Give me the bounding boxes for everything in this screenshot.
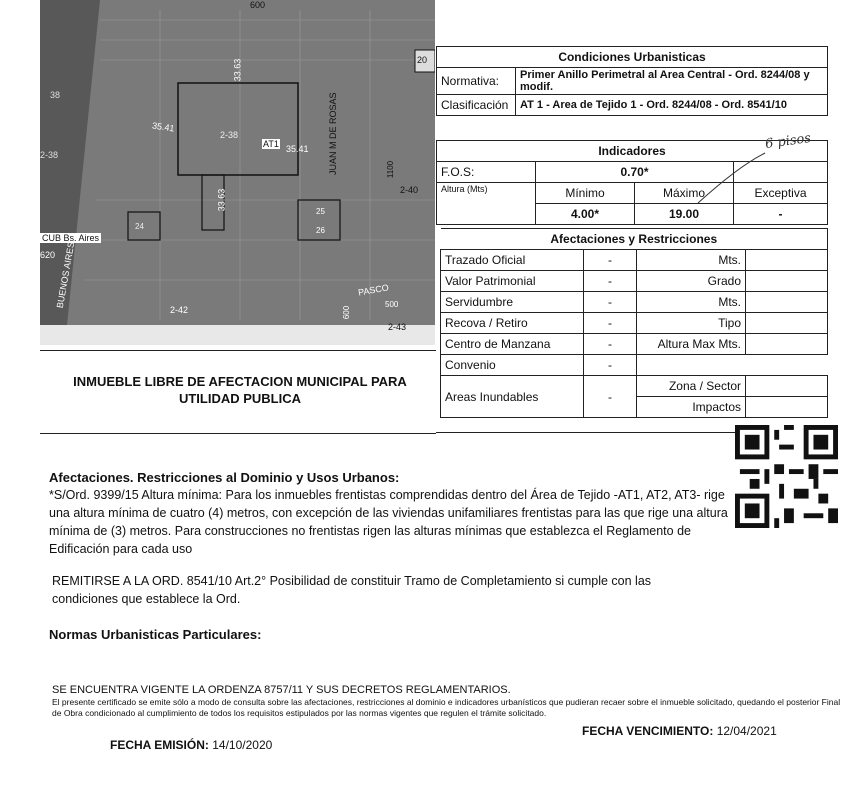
fecha-vencimiento: [582, 724, 777, 738]
table-row: Recova / Retiro - Tipo: [441, 313, 828, 334]
table-row: Areas Inundables - Zona / Sector: [441, 376, 828, 397]
condiciones-table: [436, 46, 828, 116]
map-label: 25: [316, 207, 325, 216]
vencimiento-label: FECHA VENCIMIENTO:: [582, 724, 714, 738]
map-label: 26: [316, 226, 325, 235]
handwritten-arrow: [690, 148, 770, 208]
table-row: Trazado Oficial - Mts.: [441, 250, 828, 271]
map-label: 2-43: [388, 322, 407, 332]
emision-label: FECHA EMISIÓN:: [110, 738, 209, 752]
map-label: 38: [50, 90, 61, 100]
impactos: Impactos: [637, 397, 746, 418]
areas-inundables-label: Areas Inundables: [441, 376, 584, 418]
map-label: 600: [250, 0, 266, 10]
certificado-text: El presente certificado se emite sólo a modo de consulta sobre las afectaciones, restricciones al dominio e indicadores urbanísticos que pudieran recaer sobre el inmueble solicitado, quedando el posterior Final de Obra condicionado al cumplimiento de todos los requisitos estipulados por las normas vigentes que regulen el trámite solicitado.: [52, 697, 841, 718]
map-label: 600: [342, 305, 352, 320]
clasificacion-value: AT 1 - Area de Tejido 1 - Ord. 8244/08 - Ord. 8541/10: [516, 95, 828, 116]
map-label: CUB Bs. Aires: [42, 233, 100, 243]
qr-code-icon: [735, 425, 838, 528]
map-label: 33.63: [232, 58, 243, 82]
map-label: 35.41: [286, 144, 309, 154]
normativa-value: Primer Anillo Perimetral al Area Central - Ord. 8244/08 y modif.: [516, 68, 828, 95]
map-label: 20: [417, 55, 428, 65]
map-label: 33.63: [216, 188, 227, 212]
altura-maximo-value: 19.00: [635, 204, 734, 225]
altura-label: Altura (Mts): [437, 183, 536, 225]
condiciones-title: Condiciones Urbanisticas: [437, 47, 828, 68]
map-label: 500: [385, 300, 399, 309]
street-label: JUAN M DE ROSAS: [328, 92, 338, 175]
map-label: 35.41: [151, 120, 176, 134]
map-label: AT1: [263, 139, 279, 149]
map-label: 2-40: [400, 185, 419, 195]
clasificacion-label: Clasificación: [437, 95, 516, 116]
normativa-label: Normativa:: [437, 68, 516, 95]
map-label: BUENOS AIRES: [54, 241, 77, 309]
map-label: 24: [135, 222, 144, 231]
fos-label: F.O.S:: [437, 162, 536, 183]
parcel-map: [40, 0, 435, 345]
altura-excepcional-value: -: [734, 204, 828, 225]
table-row: Servidumbre - Mts.: [441, 292, 828, 313]
altura-excepcional-header: Exceptiva: [734, 183, 828, 204]
afectaciones-title: Afectaciones y Restricciones: [441, 229, 828, 250]
map-label: PASCO: [357, 282, 390, 298]
table-row: Convenio -: [441, 355, 828, 376]
altura-minimo-header: Mínimo: [536, 183, 635, 204]
altura-minimo-value: 4.00*: [536, 204, 635, 225]
afectaciones-table: [440, 228, 828, 418]
handwritten-note: 6 pisos: [764, 130, 812, 153]
afectaciones-heading: Afectaciones. Restricciones al Dominio y Usos Urbanos:: [49, 470, 400, 485]
inmueble-text: INMUEBLE LIBRE DE AFECTACION MUNICIPAL PARA UTILIDAD PUBLICA: [73, 374, 407, 406]
emision-value: 14/10/2020: [212, 738, 273, 752]
vencimiento-value: 12/04/2021: [716, 724, 777, 738]
remitirse-text: REMITIRSE A LA ORD. 8541/10 Art.2° Posibilidad de constituir Tramo de Completamiento si cumple con las condiciones que establece la Ord.: [52, 574, 652, 606]
indicadores-title: Indicadores: [437, 141, 828, 162]
table-row: Centro de Manzana - Altura Max Mts.: [441, 334, 828, 355]
map-label: 2-42: [170, 305, 189, 315]
afectaciones-text: *S/Ord. 9399/15 Altura mínima: Para los inmuebles frentistas comprendidas dentro del Área de Tejido -AT1, AT2, AT3- rige una altura mínima de cuatro (4) metros, con excepción de las viviendas unifamiliares frentistas para las que rige una altura mínima de (3) metros. Para construcciones no frentistas rigen las alturas mínimas que establezca el Reglamento de Edificación para cada uso: [49, 488, 728, 556]
map-label: 620: [40, 250, 56, 260]
inmueble-box: [40, 350, 436, 434]
normas-heading: Normas Urbanisticas Particulares:: [49, 627, 262, 642]
map-label: 2-38: [220, 130, 239, 140]
map-label: 1100: [386, 160, 396, 179]
fos-value: 0.70*: [536, 162, 734, 183]
zona-sector: Zona / Sector: [637, 376, 746, 397]
altura-maximo-header: Máximo: [635, 183, 734, 204]
table-row: Valor Patrimonial - Grado: [441, 271, 828, 292]
map-label: 2-38: [40, 150, 59, 160]
fecha-emision: [110, 738, 272, 752]
vigente-text: SE ENCUENTRA VIGENTE LA ORDENZA 8757/11 Y SUS DECRETOS REGLAMENTARIOS.: [52, 684, 511, 696]
